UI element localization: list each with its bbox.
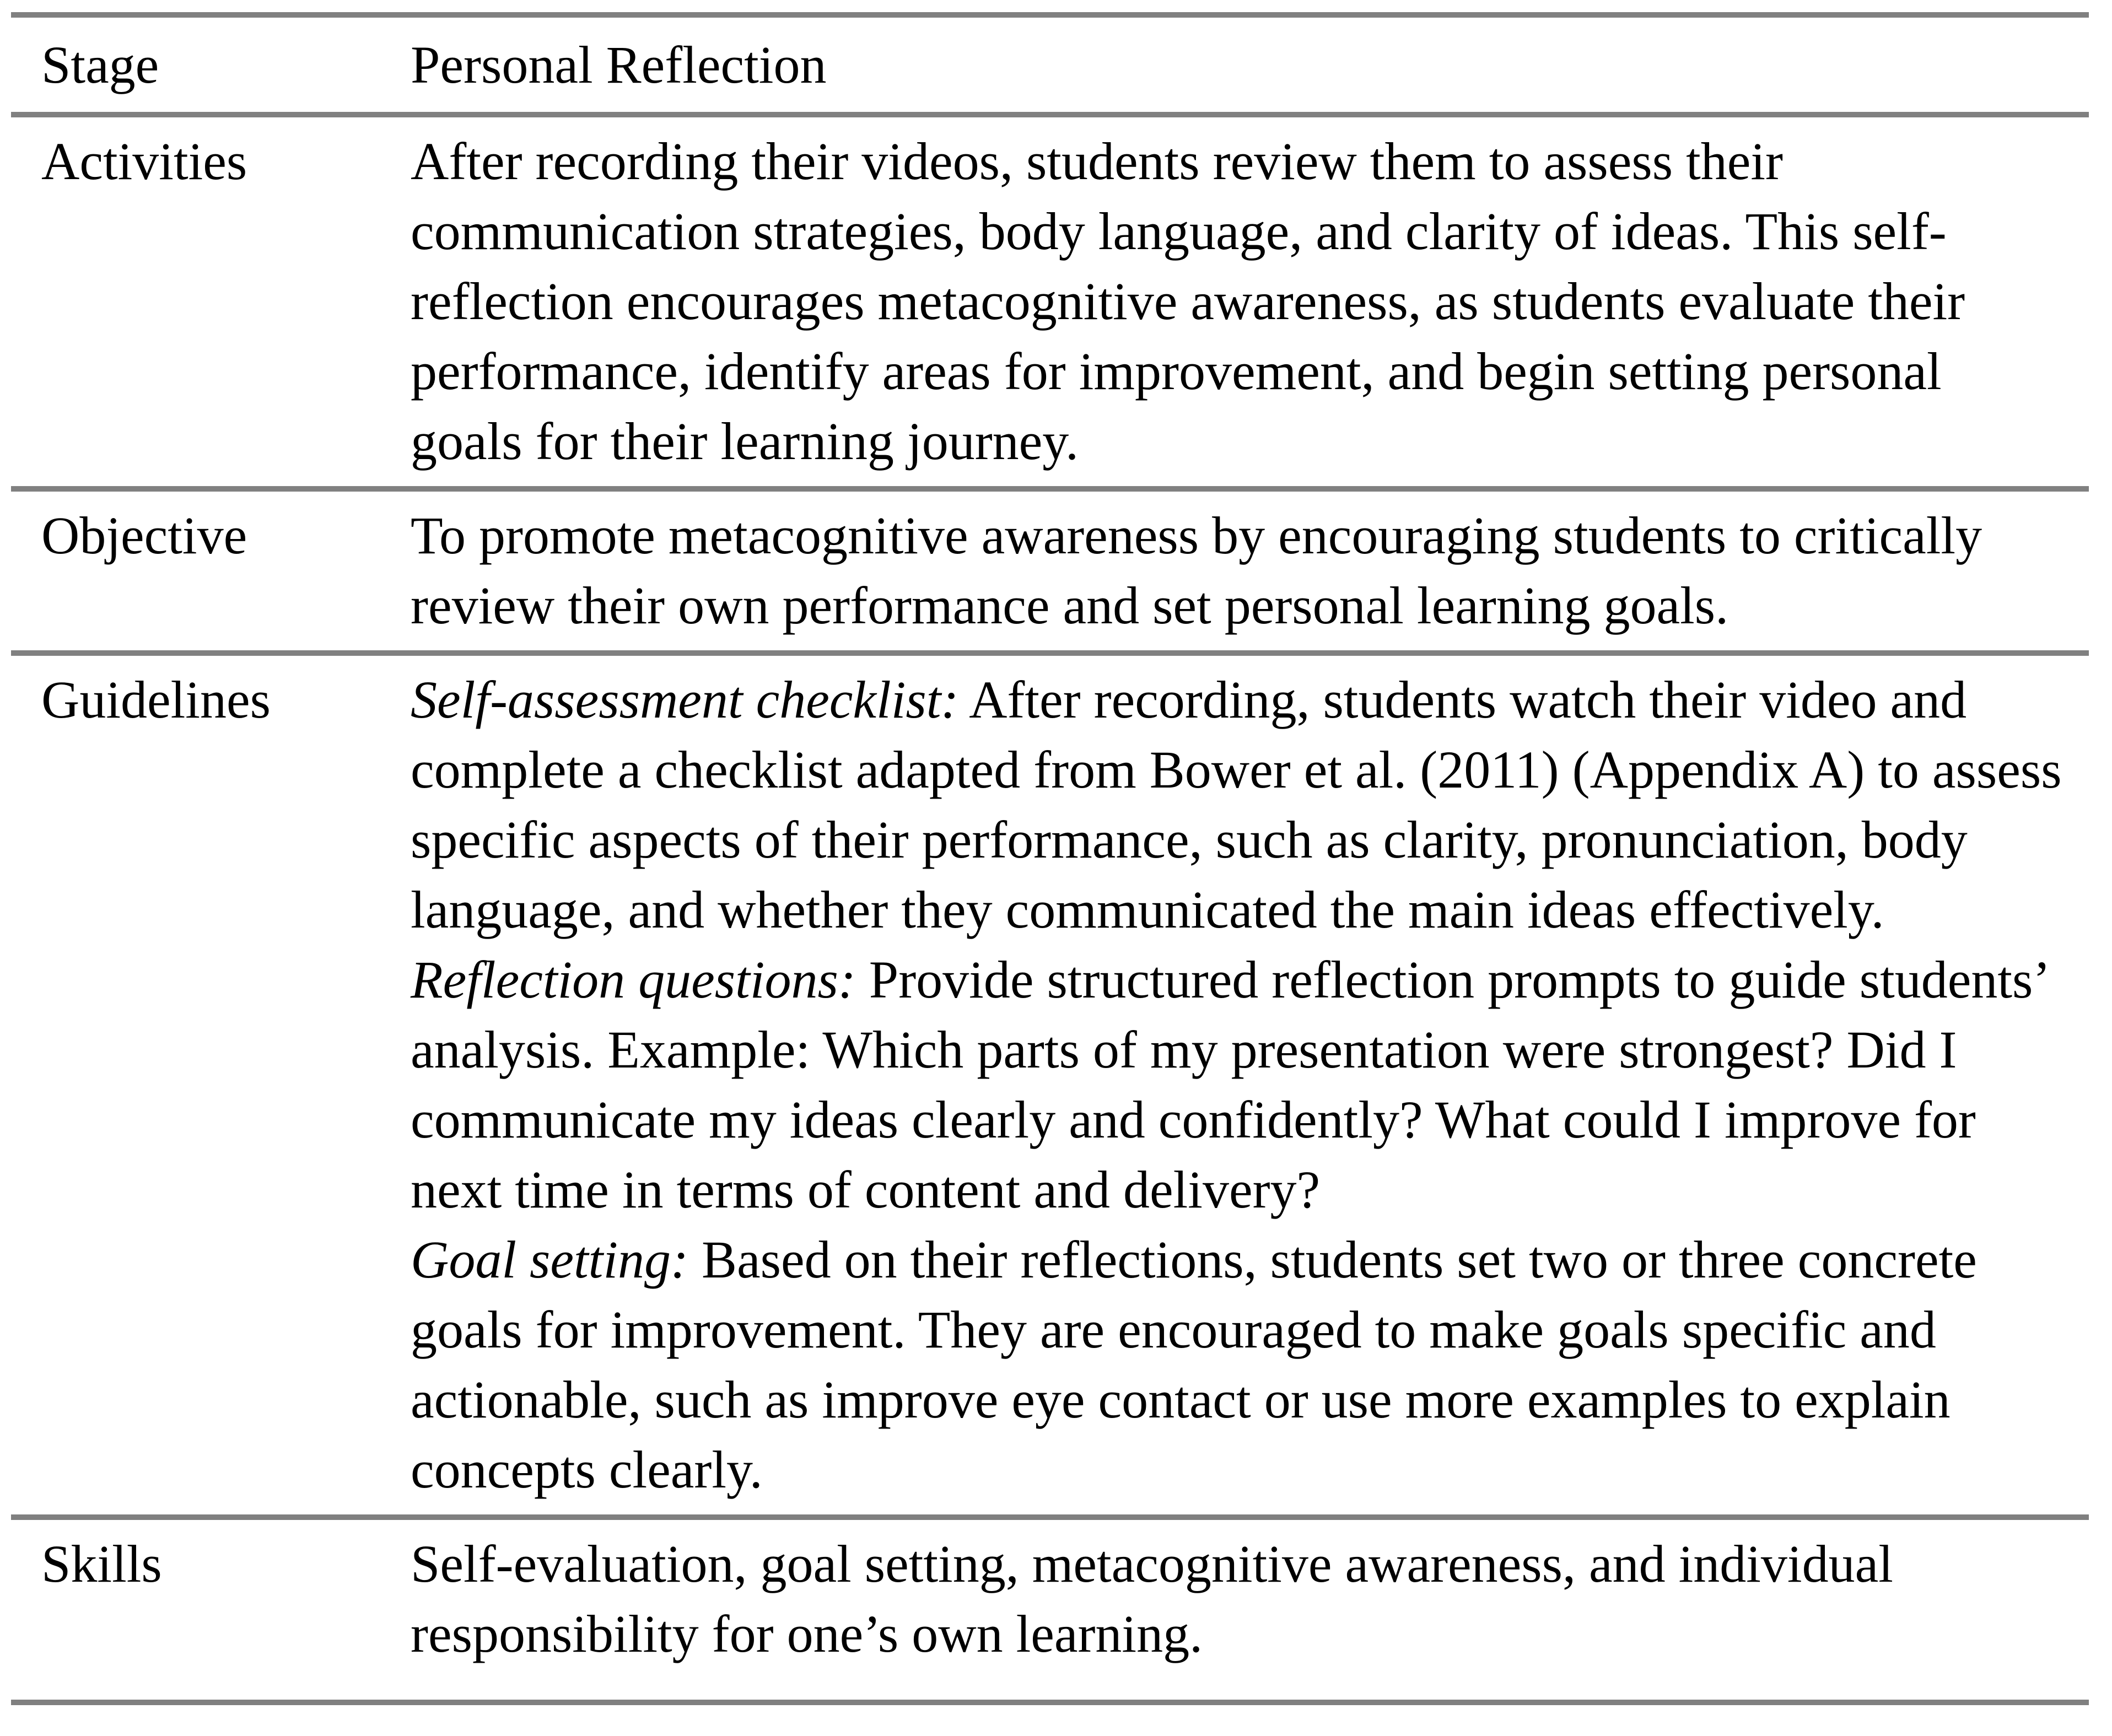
row-label-guidelines: Guidelines <box>41 670 271 729</box>
guidelines-paragraph-reflection-questions <box>411 945 2064 1225</box>
guidelines-paragraph-goal-setting <box>411 1225 2064 1505</box>
activities-cell <box>411 117 2064 486</box>
guidelines-lead-goal-setting: Goal setting: <box>411 1230 688 1289</box>
table-row-guidelines <box>11 656 2089 1520</box>
objective-cell <box>411 492 2064 650</box>
guidelines-text-goal-setting: Based on their reflections, students set two or three concrete goals for improvement. They are encouraged to make goals specific and actionable, such as improve eye contact or use more examples to explain concepts clearly. <box>411 1230 1977 1499</box>
column-header-stage: Stage <box>41 35 159 94</box>
table-row-objective <box>11 492 2089 656</box>
guidelines-lead-reflection-questions: Reflection questions: <box>411 950 856 1009</box>
objective-text: To promote metacognitive awareness by encouraging students to critically review their own performance and set personal learning goals. <box>411 506 1982 635</box>
skills-cell <box>411 1520 2064 1700</box>
guidelines-lead-self-assessment-checklist: Self-assessment checklist: <box>411 670 959 729</box>
table-row-skills <box>11 1520 2089 1700</box>
row-label-activities: Activities <box>41 132 247 191</box>
row-label-skills: Skills <box>41 1534 162 1593</box>
guidelines-paragraph-self-assessment <box>411 665 2064 945</box>
column-header-personal-reflection: Personal Reflection <box>411 35 827 94</box>
table-header-row <box>11 18 2089 117</box>
activities-text: After recording their videos, students review them to assess their communication strategies, body language, and clarity of ideas. This self-reflection encourages metacognitive awareness, as students evaluate their performance, identify areas for improvement, and begin setting personal goals for their learning journey. <box>411 132 1965 471</box>
row-label-objective: Objective <box>41 506 247 565</box>
guidelines-cell <box>411 656 2064 1514</box>
guidelines-text-reflection-questions: Provide structured reflection prompts to guide students’ analysis. Example: Which parts of my presentation were strongest? Did I communicate my ideas clearly and confidently? What could I improve for next time in terms of content and delivery? <box>411 950 2047 1219</box>
personal-reflection-stage-table <box>11 12 2089 1705</box>
skills-text: Self-evaluation, goal setting, metacognitive awareness, and individual responsibility for one’s own learning. <box>411 1534 1893 1663</box>
table-row-activities <box>11 117 2089 492</box>
guidelines-text-self-assessment-checklist: After recording, students watch their video and complete a checklist adapted from Bower et al. (2011) (Appendix A) to assess specific aspects of their performance, such as clarity, pronunciation, body language, and whether they communicated the main ideas effectively. <box>411 670 2062 939</box>
